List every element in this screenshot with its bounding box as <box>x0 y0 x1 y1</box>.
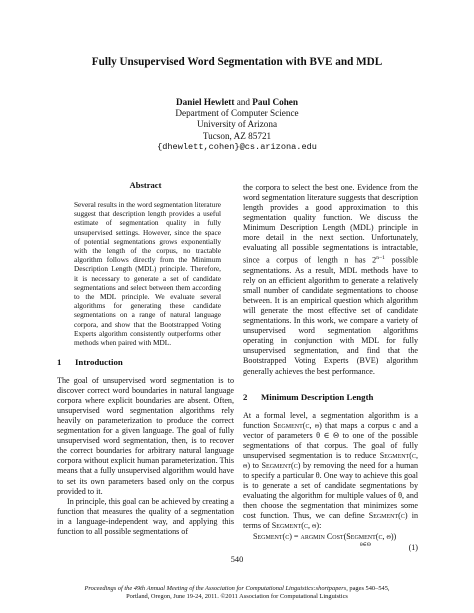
abstract-heading: Abstract <box>129 180 162 190</box>
author-block <box>0 97 474 153</box>
intro-paragraph-3 <box>243 183 418 377</box>
author-city: Tucson, AZ 85721 <box>202 130 272 141</box>
mdl-text-6: : <box>319 521 322 531</box>
intro-p3-text: the corpora to select the best one. Evidence from the word segmentation literature suggests that description length provides a good approximation to this segmentation quality function. We discuss the Minimum Description Length (MDL) principle in more detail in the next section. Unfortunately, evaluating all possible segmentations is intractable, since a corpus of length n has 2 <box>243 183 418 266</box>
section-2-heading <box>243 392 418 402</box>
left-column <box>57 345 234 537</box>
intro-p3-end: possible segmentations. As a result, MDL methods have to rely on an efficient algorithm to generate a relatively small number of candidate segmentations to choose between. It is an empirical question which algorithm will generate the most effective set of candidate segmentations. In this work, we compare a variety of unsupervised word segmentation algorithms operating in conjunction with MDL for fully unsupervised segmentation, and find that the Bootstrapped Voting Experts (BVE) algorithm generally achieves the best performance. <box>243 256 418 376</box>
mdl-text-1: At a formal level, a segmentation algorithm is a function <box>243 410 418 430</box>
footer <box>0 585 474 601</box>
mdl-text-2: that maps a corpus c and a vector of parameters θ ∈ Θ to one of the possible segmentations of that corpus. The goal of fully unsupervised segmentation is to reduce <box>243 420 418 460</box>
segment-c-theta-2: Segment(c, θ) <box>243 450 418 470</box>
equation-expression: Segment(c) = argmin Cost(Segment(c, θ)) <box>253 532 397 541</box>
footer-line-2: Portland, Oregon, June 19-24, 2011. ©2011 Association for Computational Linguistics <box>126 593 348 600</box>
author-names <box>0 97 474 108</box>
section-2-number: 2 <box>243 391 248 402</box>
segment-c-theta-3: Segment(c, θ) <box>271 521 320 531</box>
author-and: and <box>236 97 250 107</box>
footer-proceedings: Proceedings of the 49th Annual Meeting of the Association for Computational Linguistics:shortpapers <box>84 585 347 592</box>
section-1-title: Introduction <box>75 357 123 367</box>
equation-subscript: θ∈Θ <box>360 542 371 548</box>
mdl-text-3: to <box>250 460 262 470</box>
abstract-body <box>74 200 221 347</box>
right-column <box>243 183 418 531</box>
mdl-text-5: in terms of <box>243 511 418 531</box>
footer-line-1 <box>0 585 474 593</box>
author-2: Paul Cohen <box>252 97 298 107</box>
author-1: Daniel Hewlett <box>176 97 235 107</box>
mdl-paragraph-1 <box>243 411 418 532</box>
author-department: Department of Computer Science <box>175 108 299 119</box>
page-number: 540 <box>230 555 244 564</box>
author-university: University of Arizona <box>196 119 278 130</box>
footer-pages: , pages 540–545, <box>346 585 390 592</box>
intro-p3-exponent: n−1 <box>376 255 385 262</box>
paper-title: Fully Unsupervised Word Segmentation with BVE and MDL <box>91 56 383 68</box>
section-1-heading <box>57 357 234 367</box>
section-2-title: Minimum Description Length <box>261 391 374 402</box>
author-email: {dhewlett,cohen}@cs.arizona.edu <box>157 141 317 152</box>
section-1-number: 1 <box>57 357 62 367</box>
intro-paragraph-1: The goal of unsupervised word segmentation is to discover correct word boundaries in natural language corpora where explicit boundaries are absent. Often, unsupervised word segmentation algorithms rely heavily on parameterization to produce the correct segmentation for a given language. The goal of fully unsupervised word segmentation, then, is to recover the correct boundaries for arbitrary natural language corpora without explicit human parameterization. This means that a fully unsupervised algorithm would have to set its own parameters based only on the corpus provided to it. <box>57 376 234 496</box>
segment-c-1: Segment(c) <box>261 460 301 470</box>
segment-c-2: Segment(c) <box>368 511 408 521</box>
segment-c-theta-1: Segment(c, θ) <box>273 420 322 430</box>
abstract-text: Several results in the word segmentation literature suggest that description length provides a useful estimate of segmentation quality in fully unsupervised settings. However, since the space of potential segmentations grows exponentially with the length of the corpus, no tractable algorithm follows directly from the Minimum Description Length (MDL) principle. Therefore, it is necessary to generate a set of candidate segmentations and select between them according to the MDL principle. We evaluate several algorithms for generating these candidate segmentations on a range of natural language corpora, and show that the Bootstrapped Voting Experts algorithm consistently outperforms other methods when paired with MDL. <box>74 200 221 348</box>
equation-number: (1) <box>408 543 418 552</box>
intro-paragraph-2: In principle, this goal can be achieved by creating a function that measures the quality of a segmentation in a language-independent way, and applying this function to all possible segmentations of <box>57 496 234 536</box>
mdl-text-4: by removing the need for a human to specify a particular θ. One way to achieve this goal is to generate a set of candidate segmentations by evaluating the algorithm for multiple values of θ, and then choose the segmentation that minimizes some cost function. Thus, we can define <box>243 460 418 521</box>
